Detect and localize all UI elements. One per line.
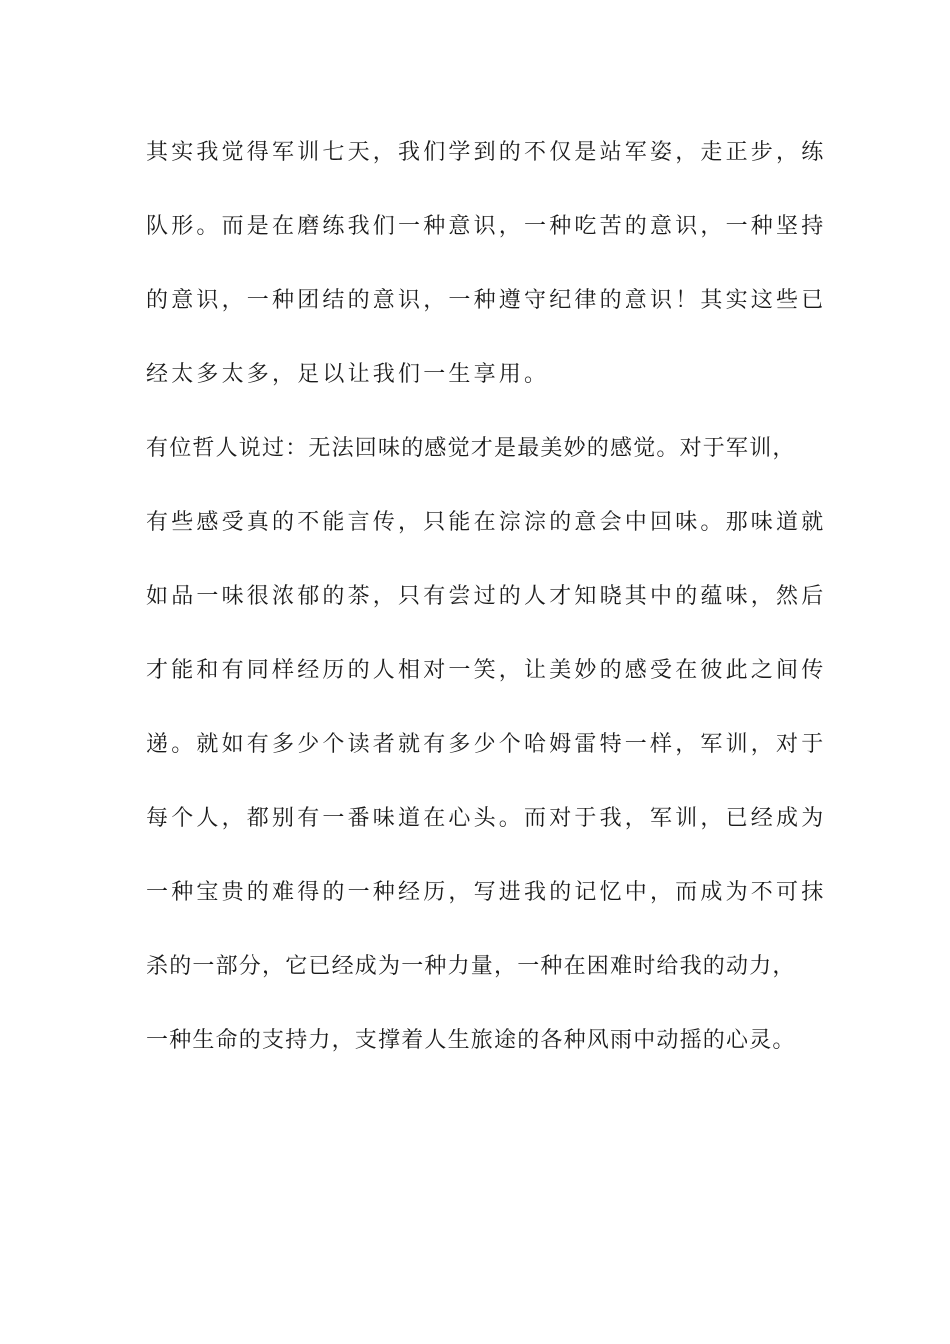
document-body (146, 130, 826, 1092)
text-line: 才能和有同样经历的人相对一笑，让美妙的感受在彼此之间传 (146, 658, 827, 683)
text-line: 递。就如有多少个读者就有多少个哈姆雷特一样，军训，对于 (146, 732, 827, 757)
text-line: 杀的一部分，它已经成为一种力量，一种在困难时给我的动力， (146, 954, 796, 979)
text-line: 经太多太多，足以让我们一生享用。 (146, 362, 550, 387)
text-line: 一种生命的支持力，支撑着人生旅途的各种风雨中动摇的心灵。 (146, 1028, 796, 1053)
text-line: 有位哲人说过：无法回味的感觉才是最美妙的感觉。对于军训， (146, 436, 796, 461)
text-line: 有些感受真的不能言传，只能在淙淙的意会中回味。那味道就 (146, 510, 827, 535)
text-line: 一种宝贵的难得的一种经历，写进我的记忆中，而成为不可抹 (146, 880, 827, 905)
text-line: 的意识，一种团结的意识，一种遵守纪律的意识！其实这些已 (146, 288, 827, 313)
text-line: 其实我觉得军训七天，我们学到的不仅是站军姿，走正步，练 (146, 140, 827, 165)
text-line: 如品一味很浓郁的茶，只有尝过的人才知晓其中的蕴味，然后 (146, 584, 827, 609)
text-line: 队形。而是在磨练我们一种意识，一种吃苦的意识，一种坚持 (146, 214, 827, 239)
text-line: 每个人，都别有一番味道在心头。而对于我，军训，已经成为 (146, 806, 827, 831)
